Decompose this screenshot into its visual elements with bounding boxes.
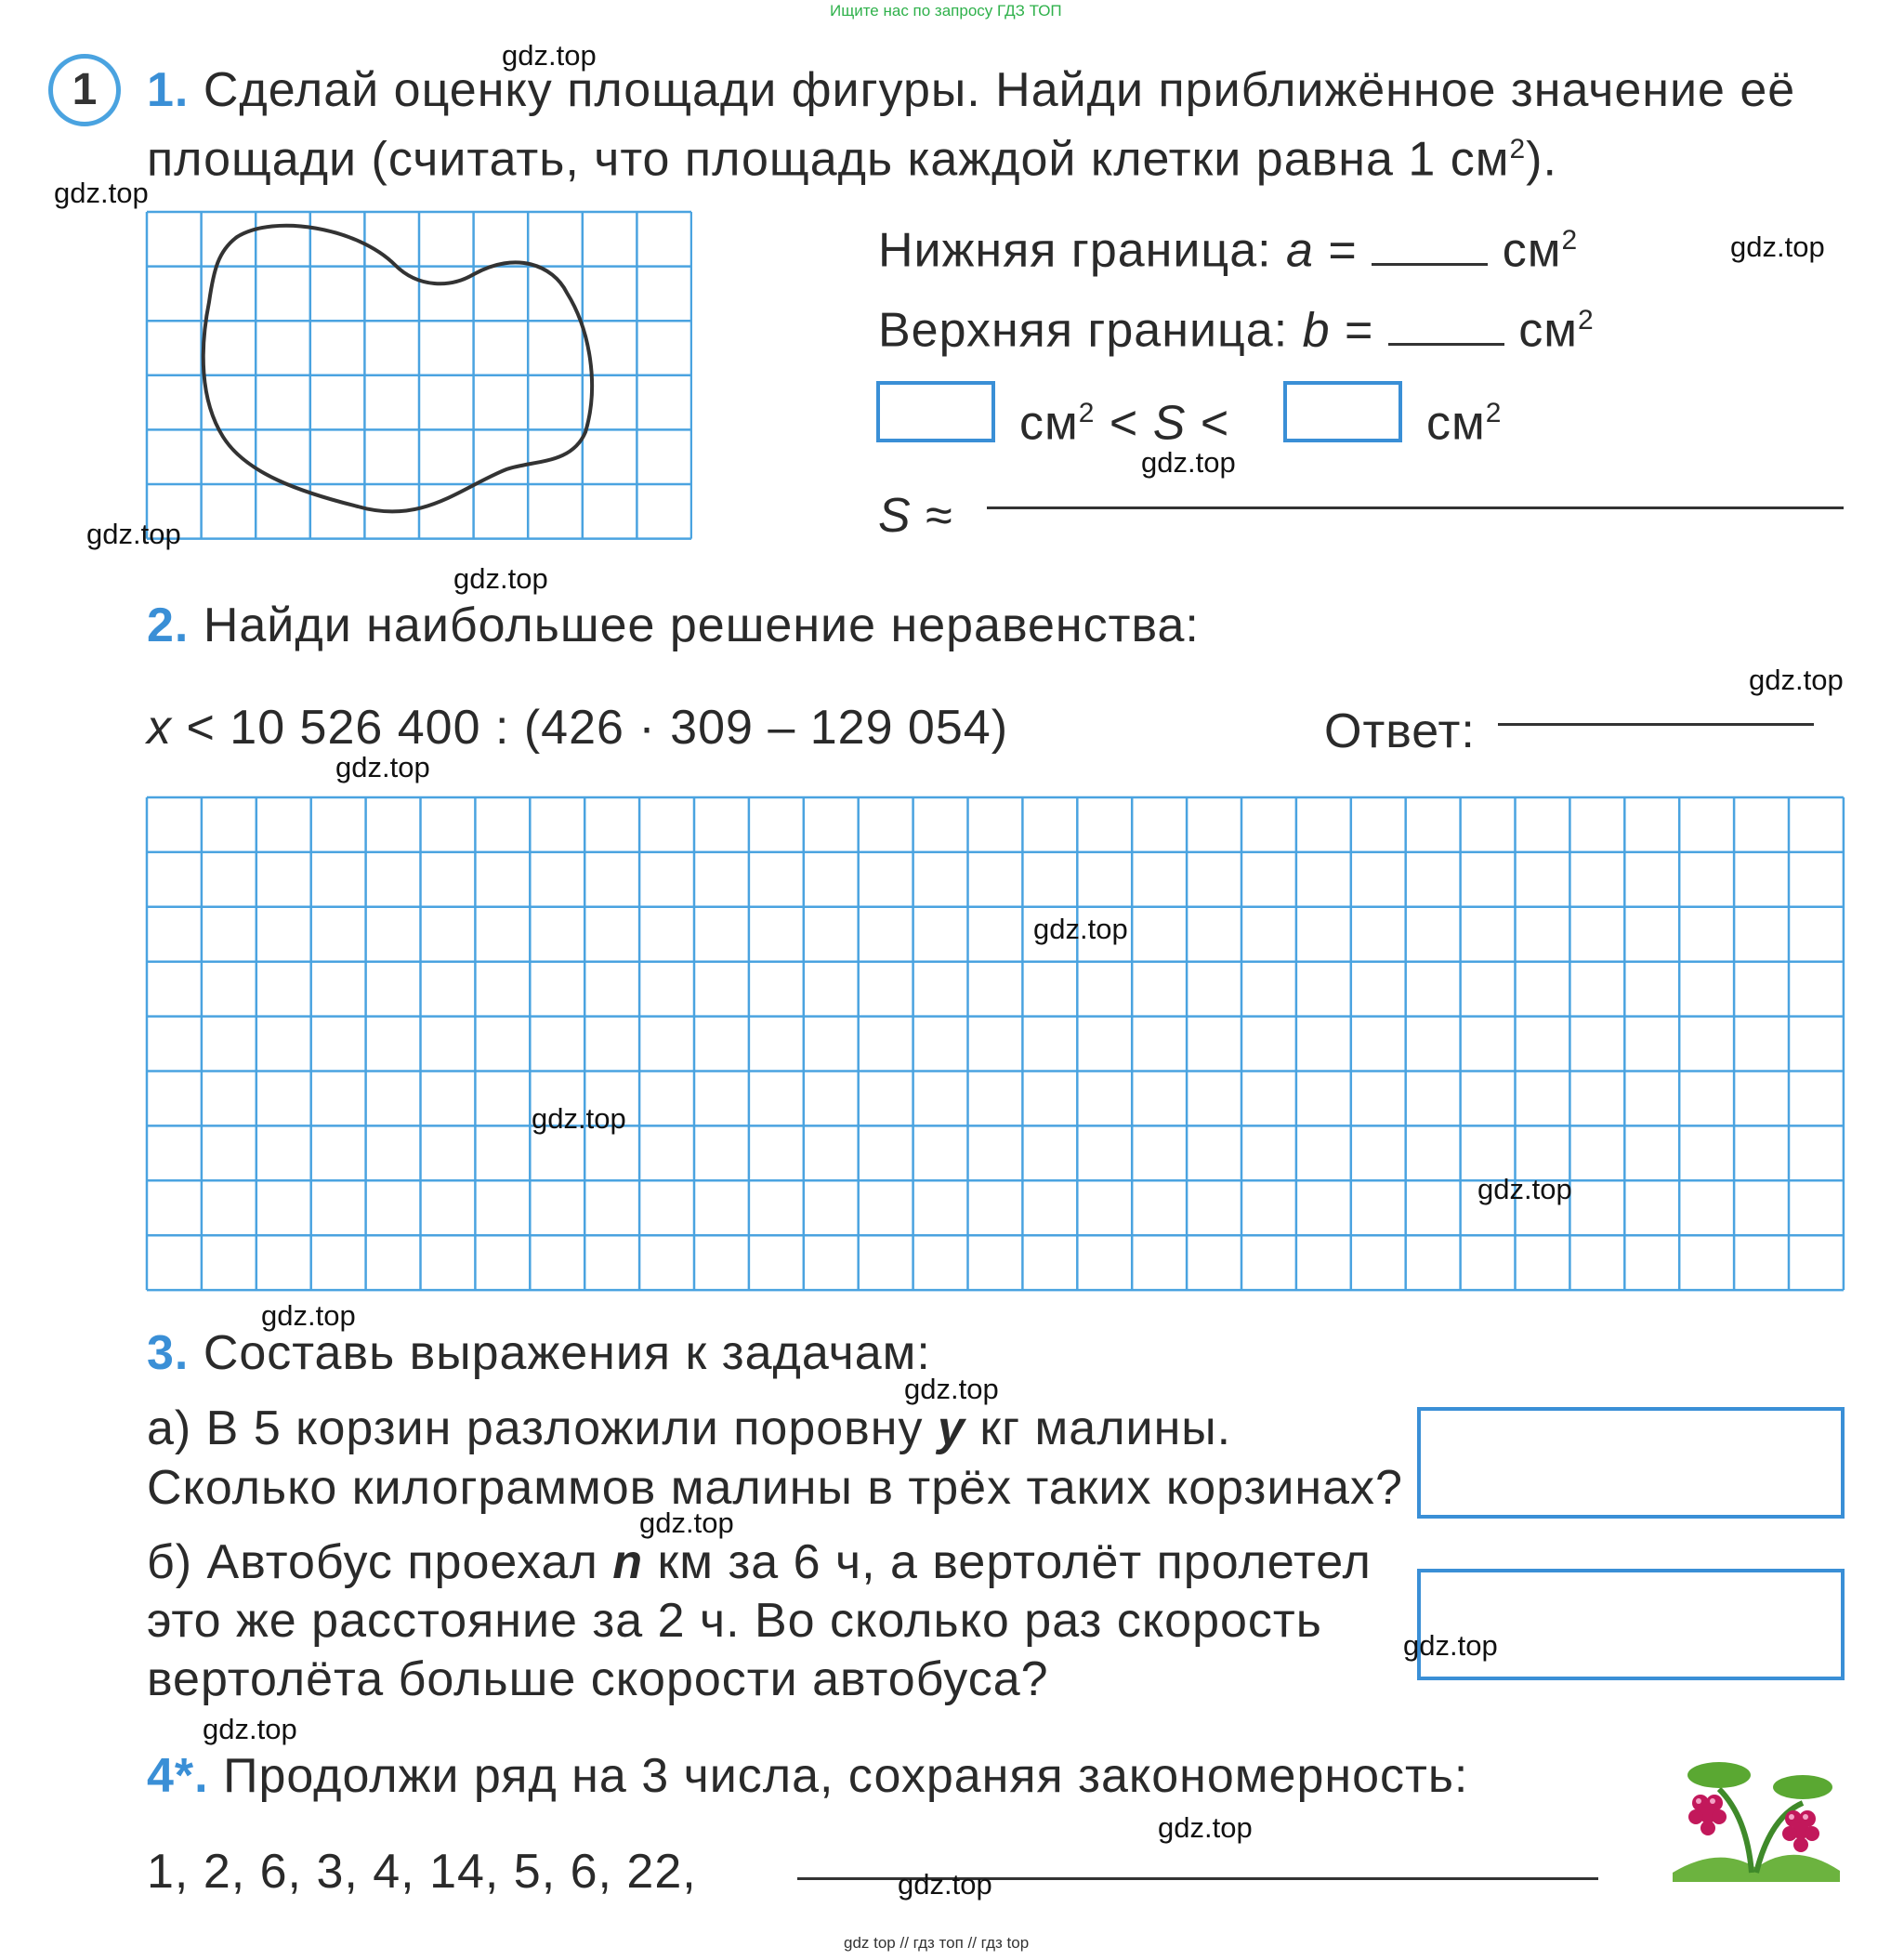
est-unit-2: см [1426, 396, 1486, 451]
lower-unit: см [1502, 223, 1562, 278]
lower-estimate-box[interactable] [876, 381, 995, 442]
task2-answer-label: Ответ: [1324, 704, 1476, 758]
s-approx-row [878, 487, 953, 545]
watermark: gdz.top [203, 1713, 297, 1745]
lower-bound-blank[interactable] [1372, 226, 1488, 266]
upper-estimate-box[interactable] [1283, 381, 1402, 442]
lower-bound-row [878, 212, 1578, 279]
upper-unit: см [1518, 303, 1578, 358]
approx-sign: ≈ [926, 489, 953, 543]
task3b-pre: б) Автобус проехал [147, 1535, 598, 1589]
task4-text: Продолжи ряд на 3 числа, сохраняя закономерность: [223, 1749, 1469, 1803]
task3b-answer-box[interactable] [1417, 1569, 1845, 1680]
watermark: gdz.top [502, 39, 597, 72]
upper-bound-label: Верхняя граница: [878, 303, 1289, 358]
upper-bound-var: b [1302, 303, 1331, 358]
watermark: gdz.top [1033, 913, 1128, 945]
task2-answer-line[interactable] [1498, 723, 1814, 726]
task3a-answer-box[interactable] [1417, 1407, 1845, 1519]
bottom-banner: gdz top // гдз топ // гдз top [844, 1934, 1030, 1952]
upper-bound-row [878, 292, 1595, 359]
est-lt-2: < [1200, 396, 1230, 451]
task3b-post: км за 6 ч, а вертолёт пролетел [657, 1535, 1372, 1589]
watermark: gdz.top [898, 1868, 992, 1901]
watermark: gdz.top [453, 562, 548, 595]
task4-sequence: 1, 2, 6, 3, 4, 14, 5, 6, 22, [147, 1845, 697, 1899]
watermark: gdz.top [86, 518, 181, 550]
task2-text: Найди наибольшее решение неравенства: [203, 599, 1200, 652]
task1-line1 [147, 61, 1795, 119]
task1-text-line2: площади (считать, что площадь каждой клетки равна 1 см [147, 132, 1510, 187]
task3-number: 3. [147, 1326, 190, 1380]
est-unit-1: см [1019, 396, 1079, 451]
task3a-line1 [147, 1400, 1231, 1457]
watermark: gdz.top [639, 1506, 734, 1539]
upper-unit-sup: 2 [1578, 305, 1595, 335]
area-grid [144, 209, 692, 544]
task1-line2 [147, 121, 1557, 188]
watermark: gdz.top [1141, 446, 1236, 479]
lesson-number-badge: 1 [48, 54, 121, 126]
estimate-middle [1019, 385, 1229, 452]
watermark: gdz.top [1158, 1811, 1253, 1844]
task2-expression: < 10 526 400 : (426 · 309 – 129 054) [186, 701, 1009, 755]
est-s-var: S [1152, 396, 1187, 451]
task1-sup: 2 [1509, 134, 1527, 164]
lower-bound-label: Нижняя граница: [878, 223, 1272, 278]
est-lt-1: < [1109, 396, 1139, 451]
task1-text-line1: Сделай оценку площади фигуры. Найди приближённое значение её [203, 63, 1796, 117]
watermark: gdz.top [1749, 664, 1844, 696]
approx-s-var: S [878, 489, 912, 543]
task4-header [147, 1747, 1468, 1805]
upper-bound-blank[interactable] [1388, 306, 1504, 346]
lower-bound-var: a [1286, 223, 1314, 278]
estimate-end [1426, 385, 1502, 452]
upper-eq: = [1344, 303, 1374, 358]
task1-text-line2-end: ). [1526, 132, 1557, 187]
task1-number: 1. [147, 63, 190, 117]
irregular-figure [204, 226, 592, 512]
lower-eq: = [1328, 223, 1358, 278]
est-unit-2-sup: 2 [1485, 398, 1503, 428]
task2-var: x [147, 701, 172, 755]
task3-header [147, 1324, 931, 1382]
task3b-line3: вертолёта больше скорости автобуса? [147, 1652, 1049, 1706]
task2-number: 2. [147, 599, 190, 652]
task4-number: 4 [147, 1749, 175, 1803]
watermark: gdz.top [54, 177, 149, 209]
task3a-post: кг малины. [979, 1401, 1232, 1455]
watermark: gdz.top [1730, 230, 1825, 263]
task3-text: Составь выражения к задачам: [203, 1326, 931, 1380]
task3b-line2: это же расстояние за 2 ч. Во сколько раз скорость [147, 1594, 1322, 1648]
task3a-line2: Сколько килограммов малины в трёх таких корзинах? [147, 1461, 1403, 1515]
lower-unit-sup: 2 [1561, 225, 1579, 256]
est-unit-1-sup: 2 [1078, 398, 1096, 428]
raspberry-illustration [1663, 1752, 1845, 1882]
task3a-pre: а) В 5 корзин разложили поровну [147, 1401, 924, 1455]
watermark: gdz.top [1403, 1629, 1498, 1662]
watermark: gdz.top [1477, 1173, 1572, 1205]
watermark: gdz.top [532, 1102, 626, 1135]
top-banner: Ищите нас по запросу ГДЗ ТОП [830, 2, 1062, 20]
task3b-line1 [147, 1533, 1372, 1591]
task2-inequality [147, 699, 1008, 756]
watermark: gdz.top [261, 1299, 356, 1332]
task3a-var: y [937, 1401, 965, 1455]
s-approx-answer-line[interactable] [987, 506, 1844, 509]
task2-header [147, 597, 1200, 654]
task4-star: *. [174, 1749, 209, 1803]
task3b-var: n [612, 1535, 644, 1589]
watermark: gdz.top [335, 751, 430, 783]
watermark: gdz.top [904, 1373, 999, 1405]
working-grid[interactable] [144, 795, 1849, 1292]
